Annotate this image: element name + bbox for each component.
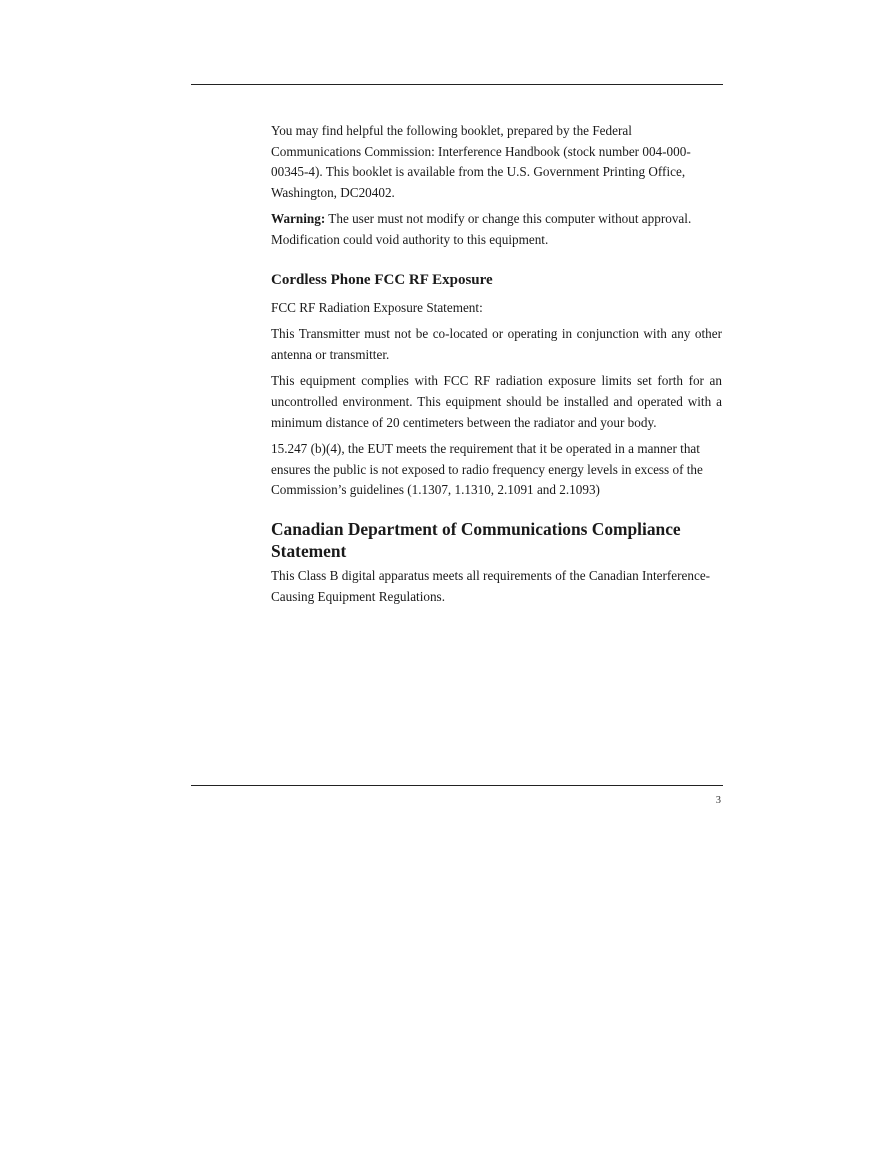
warning-paragraph xyxy=(271,209,722,250)
rf-statement-title: FCC RF Radiation Exposure Statement: xyxy=(271,299,483,315)
colocation-paragraph: This Transmitter must not be co-located or operating in conjunction with any other antenna or transmitter. xyxy=(271,326,722,362)
canadian-compliance-heading: Canadian Department of Communications Compliance Statement xyxy=(271,518,681,561)
exposure-limits-paragraph: This equipment complies with FCC RF radiation exposure limits set forth for an uncontrolled environment. This equipment should be installed and operated with a minimum distance of 20 centimeters between the radiator and your body. xyxy=(271,373,722,430)
page-body xyxy=(271,121,722,613)
canadian-compliance-paragraph: This Class B digital apparatus meets all requirements of the Canadian Interference-Causing Equipment Regulations. xyxy=(271,568,711,604)
warning-text: The user must not modify or change this computer without approval. Modification could void authority to this equipment. xyxy=(271,211,692,247)
header-rule xyxy=(191,84,723,85)
cordless-phone-heading: Cordless Phone FCC RF Exposure xyxy=(271,271,493,288)
warning-label: Warning: xyxy=(271,211,326,227)
booklet-paragraph: You may find helpful the following booklet, prepared by the Federal Communications Commission: Interference Handbook (stock number 004-000-00345-4). This booklet is available from the U.S. Government Printing Office, Washington, DC20402. xyxy=(271,123,691,200)
page-number: 3 xyxy=(715,795,721,806)
footer-rule xyxy=(191,785,723,786)
eut-paragraph: 15.247 (b)(4), the EUT meets the requirement that it be operated in a manner that ensures the public is not exposed to radio frequency energy levels in excess of the Commission’s guidelines (1.1307, 1.1310, 2.1091 and 2.1093) xyxy=(271,441,703,498)
